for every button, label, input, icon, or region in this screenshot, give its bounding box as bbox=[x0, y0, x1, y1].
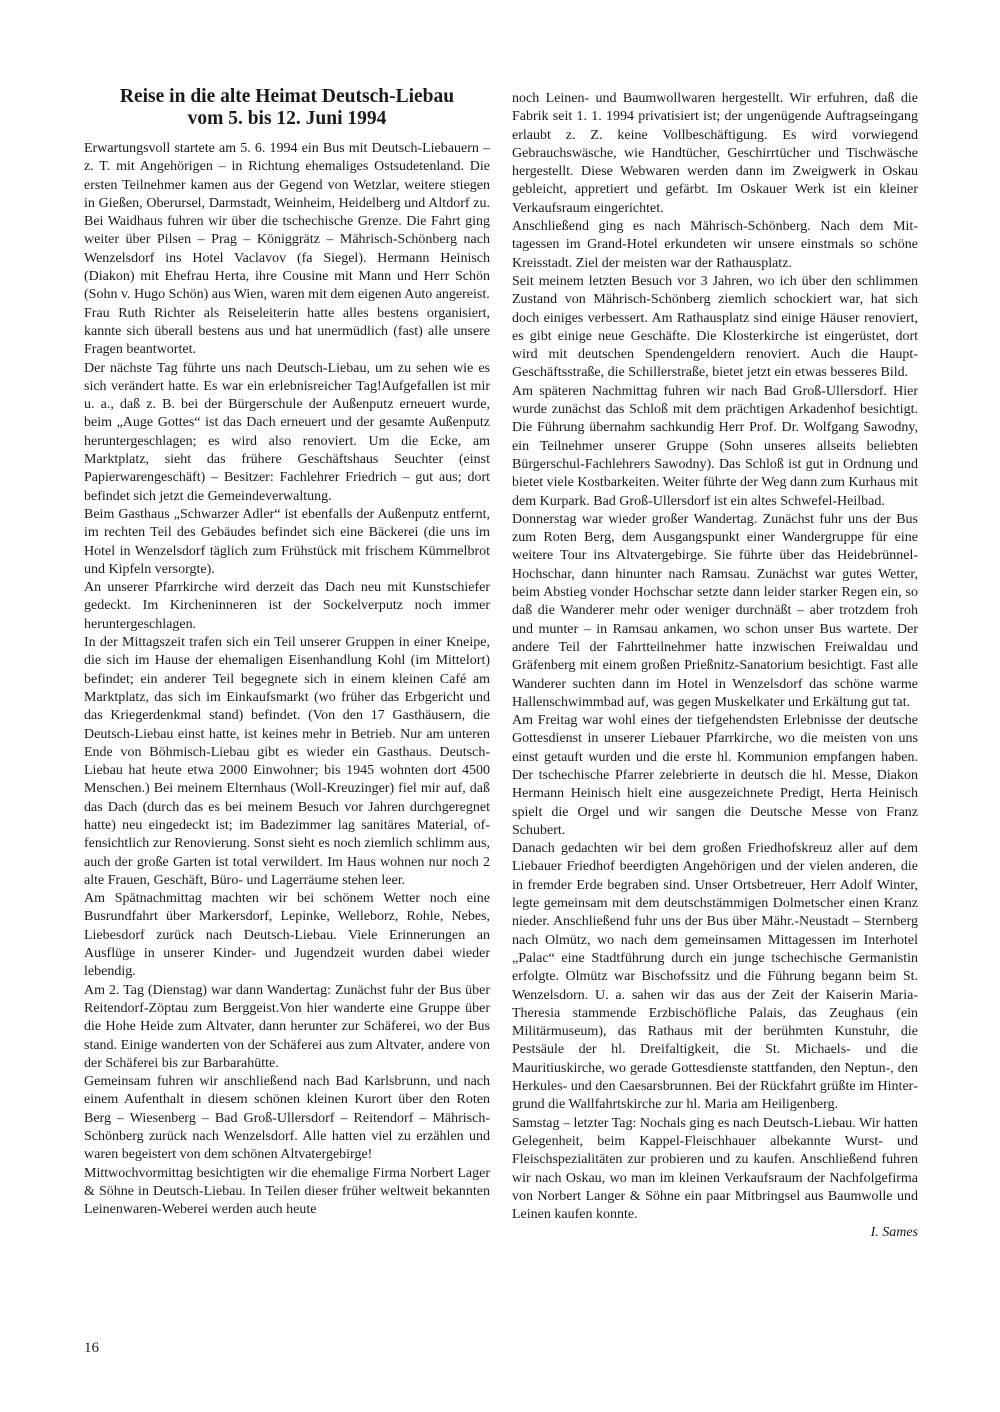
paragraph: Erwartungsvoll startete am 5. 6. 1994 ein Bus mit Deutsch-Liebauern – z. T. mit Angehörigen – in Richtung ehemaliges Ostsudetenland. Die ersten Teilnehmer kamen aus der Gegend von Wetzlar, weitere stiegen in Gießen, Oberursel, Darmstadt, Weinheim, Heidelberg und Altdorf zu. Bei Waidhaus fuhren wir über die tschechische Grenze. Die Fahrt ging weiter über Pilsen – Prag – Königgrätz – Mährisch-Schönberg nach Wenzelsdorf ins Hotel Vaclavov (fa Siegel). Hermann Heinisch (Diakon) mit Ehefrau Herta, ihre Cousine mit Mann und Herr Schön (Sohn v. Hugo Schön) aus Wien, waren mit dem eigenen Auto angereist. bbox=[84, 141, 490, 303]
paragraph: Danach gedachten wir bei dem großen Friedhofskreuz aller auf dem Liebauer Friedhof beerdigten Angehörigen und der vielen anderen, die in fremder Erde begraben sind. Unser Ortsbetreuer, Herr Adolf Winter, legte gemeinsam mit dem deutschstämmigen Dolmetscher einen Kranz nieder. Anschließend fuhr uns der Bus über Mähr.-Neustadt – Sternberg nach Olmütz, wo nach dem gemeinsamen Mittagessen im Interhotel „Palac“ eine Stadtführung durch ein junge tschechische Germanistin erfolgte. Olmütz war Bischofssitz und die Führung begann beim St. Wenzelsdorn. U. a. sahen wir das aus der Zeit der Kaiserin Maria-Theresia stammende Erzbischöfliche Palais, das Zeughaus (ein Militärmuseum), das Rathaus mit der berühmten Kunstuhr, die Pestsäule der hl. Dreifaltigkeit, die St. Michaels- und die Mauritiuskirche, wo gerade Gottesdienste stattfanden, den Neptun-, den Herkules- und den Caesarsbrunnen. Bei der Rückfahrt grüßte im Hintergrund die Wallfahrtskirche zur hl. Maria am Heiligenberg. bbox=[512, 841, 918, 1113]
paragraph: Am Spätnachmittag machten wir bei schönem Wetter noch eine Busrundfahrt über Markersdorf, Lepinke, Welleborz, Rohle, Nebes, Liebesdorf zurück nach Deutsch-Liebau. Viele Erinnerungen an Ausflüge in unserer Kinder- und Jugendzeit wurden dabei wieder lebendig. bbox=[84, 891, 490, 980]
paragraph: An unserer Pfarrkirche wird derzeit das Dach neu mit Kunstschiefer gedeckt. Im Kircheninneren ist der Sockelverputz noch immer heruntergeschlagen. bbox=[84, 580, 490, 632]
paragraph: Frau Ruth Richter als Reiseleiterin hatte alles bestens organisiert, kannte sich überall bestens aus und hat unermüdlich (fast) alle unsere Fragen beantwortet. bbox=[84, 305, 490, 358]
paragraph: Gemeinsam fuhren wir anschließend nach Bad Karlsbrunn, und nach einem Aufenthalt in diesem schönen kleinen Kurort über den Roten Berg – Wiesenberg – Bad Groß-Ullersdorf – Reitendorf – Mährisch-Schönberg zurück nach Wenzelsdorf. Alle hatten viel zu erzählen und waren begeistert von dem schönen Altvatergebirge! bbox=[84, 1074, 490, 1163]
paragraph: Mittwochvormittag besichtigten wir die ehemalige Firma Norbert Lager & Söhne in Deutsch-Liebau. In Teilen dieser früher weltweit bekannten Leinenwaren-Weberei werden auch heute bbox=[84, 1165, 490, 1218]
paragraph: Anschließend ging es nach Mährisch-Schönberg. Nach dem Mittagessen im Grand-Hotel erkundeten wir unsere einstmals so schöne Kreisstadt. Ziel der meisten war der Rathausplatz. bbox=[512, 219, 918, 271]
paragraph: Beim Gasthaus „Schwarzer Adler“ ist ebenfalls der Außenputz entfernt, im rechten Teil des Gebäudes befindet sich eine Bäckerei (die uns im Hotel in Wenzelsdorf täglich zum Frühstück mit frischem Kümmelbrot und Kipfeln versorgte). bbox=[84, 506, 490, 577]
page-number: 16 bbox=[84, 1340, 99, 1356]
paragraph: noch Leinen- und Baumwollwaren hergestellt. Wir erfuhren, daß die Fabrik seit 1. 1. 1994 privatisiert ist; der ungenügende Auftragseingang erlaubt z. Z. keine Vollbeschäftigung. Es wird vorwiegend Gebrauchswäsche, wie Handtücher, Geschirrtücher und Tischwäsche hergestellt. Diese Webwaren werden dann im Zweigwerk in Oskau gebleicht, appretiert und gefärbt. Im Oskauer Werk ist ein kleiner Verkaufsraum eingerichtet. bbox=[512, 91, 918, 216]
title-line-2: vom 5. bis 12. Juni 1994 bbox=[187, 108, 387, 129]
left-column bbox=[84, 86, 490, 1220]
title-line-1: Reise in die alte Heimat Deutsch-Liebau bbox=[119, 86, 455, 107]
article-title bbox=[84, 86, 490, 130]
paragraph: Am späteren Nachmittag fuhren wir nach Bad Groß-Ullersdorf. Hier wurde zunächst das Schloß mit dem prächtigen Arkadenhof besichtigt. Die Führung übernahm sachkundig Herr Prof. Dr. Wolfgang Sawodny, ein Teilnehmer unserer Gruppe (Sohn unseres allseits beliebten Bürgerschul-Fachlehrers Sawodny). Das Schloß ist gut in Ordnung und bietet viele Kostbarkeiten. Weiter führte der Weg dann zum Kurhaus mit dem Kurpark. Bad Groß-Ullersdorf ist ein altes Schwefel-Heilbad. bbox=[512, 383, 918, 509]
right-column bbox=[512, 90, 918, 1243]
paragraph: Am 2. Tag (Dienstag) war dann Wandertag: Zunächst fuhr der Bus über Reitendorf-Zöptau zum Berggeist.Von hier wanderte eine Gruppe über die Hohe Heide zum Altvater, dann herunter zur Schäferei, wo der Bus stand. Einige wanderten von der Schäferei aus zum Altvater, andere von der Schäferei bis zur Barbarahütte. bbox=[84, 982, 490, 1071]
paragraph: Am Freitag war wohl eines der tiefgehendsten Erlebnisse der deutsche Gottesdienst in unserer Liebauer Pfarrkirche, wo die meisten von uns einst getauft wurden und die erste hl. Kommunion empfangen haben. Der tschechische Pfarrer zelebrierte in deutsch die hl. Messe, Diakon Hermann Heinisch hielt eine ausgezeichnete Predigt, Herta Heinisch spielt die Orgel und wir sangen die Deutsche Messe von Franz Schubert. bbox=[512, 713, 918, 838]
paragraph: In der Mittagszeit trafen sich ein Teil unserer Gruppen in einer Kneipe, die sich im Hause der ehemaligen Eisenhandlung Kohl (im Mittelort) befindet; ein anderer Teil begegnete sich in einem kleinen Café am Marktplatz, das sich im Einkaufsmarkt (wo früher das Erbgericht und das Kriegerdenkmal stand) befindet. (Von den 17 Gasthäusern, die Deutsch-Liebau einst hatte, ist keines mehr in Betrieb. Nur am unteren Ende von Böhmisch-Liebau gibt es wieder ein Gasthaus. Deutsch-Liebau hat heute etwa 2000 Einwohner; bis 1945 wohnten dort 4500 Menschen.) Bei meinem Elternhaus (Woll-Kreuzinger) fiel mir auf, daß das Dach (durch das es bei meinem Besuch vor Jahren durchgeregnet hatte) neu eingedeckt ist; im Badezimmer lag sanitäres Material, offensichtlich zur Renovierung. Sonst sieht es noch ziemlich schlimm aus, auch der große Garten ist total verwildert. Im Haus wohnen nur noch 2 alte Frauen, Geschäft, Büro- und Lagerräume stehen leer. bbox=[84, 635, 490, 888]
paragraph: Der nächste Tag führte uns nach Deutsch-Liebau, um zu sehen wie es sich verändert hatte. Es war ein erlebnisreicher Tag!Aufgefallen ist mir u. a., daß z. B. bei der Bürgerschule der Außenputz erneuert wurde, beim „Auge Gottes“ ist das Dach erneuert und der gesamte Außenputz heruntergeschlagen; es wird also renoviert. Um die Ecke, am Marktplatz, sieht das frühere Geschäftshaus Seuchter (einst Papierwarengeschäft) – Besitzer: Fachlehrer Friedrich – gut aus; dort befindet sich jetzt die Gemeindeverwaltung. bbox=[84, 360, 490, 504]
paragraph: Seit meinem letzten Besuch vor 3 Jahren, wo ich über den schlimmen Zustand von Mährisch-Schönberg ziemlich schockiert war, hat sich doch einiges verbessert. Am Rathausplatz sind einige Häuser renoviert, es gibt einige neue Geschäfte. Die Klosterkirche ist eingerüstet, dort wird mit deutschen Spendengeldern renoviert. Auch die Haupt-Geschäftsstraße, die Schillerstraße, bietet jetzt ein etwas besseres Bild. bbox=[512, 273, 918, 381]
paragraph: Samstag – letzter Tag: Nochals ging es nach Deutsch-Liebau. Wir hatten Gelegenheit, beim Kappel-Fleischhauer albekannte Wurst- und Fleischspezialitäten zur probieren und zu kaufen. Anschließend fuhren wir nach Oskau, wo man im kleinen Verkaufsraum der Nachfolgefirma von Norbert Langer & Söhne ein paar Mitbringsel aus Baumwolle und Leinen kaufen konnte. bbox=[512, 1115, 918, 1223]
author-signature: I. Sames bbox=[870, 1225, 918, 1241]
paragraph: Donnerstag war wieder großer Wandertag. Zunächst fuhr uns der Bus zum Roten Berg, dem Ausgangspunkt einer Wandergruppe für eine weitere Tour ins Altvatergebirge. Sie führte über das Heidebrünnel-Hochschar, dann hinunter nach Ramsau. Zunächst war gutes Wetter, beim Abstieg vonder Hochschar setzte dann leider starker Regen ein, so daß die Wanderer mehr oder weniger durchnäßt – aber trotzdem froh und munter – in Ramsau ankаmen, wo schon unser Bus wartete. Der andere Teil der Fahrtteilnehmer hatte inzwischen Freiwaldau und Gräfenberg mit einem großen Prießnitz-Sanatorium besichtigt. Fast alle Wanderer suchten dann im Hotel in Wenzelsdorf das schöne warme Hallenschwimmbad auf, was gegen Muskelkater und Erkältung gut tat. bbox=[512, 511, 918, 710]
